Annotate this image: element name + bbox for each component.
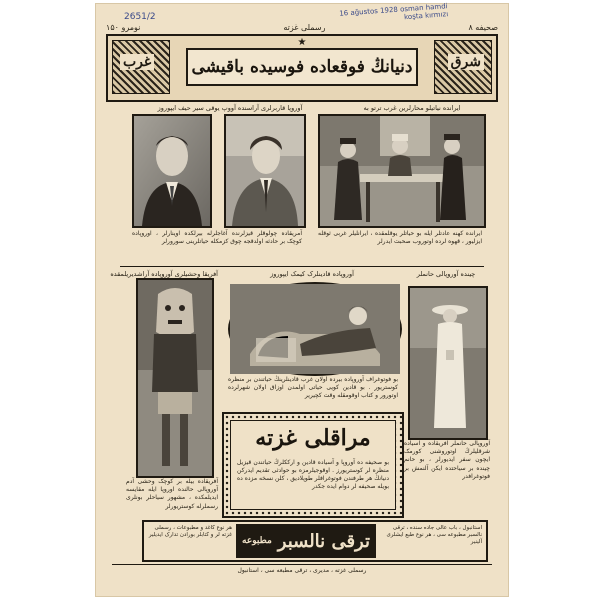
page-number-label: صحیفه ۸ (468, 22, 498, 32)
photo-men-at-table (318, 114, 486, 228)
photo-reclining-woman (228, 282, 402, 376)
boy-portrait-image (134, 116, 210, 226)
masthead-banner (106, 34, 498, 102)
paragraph-lower-right: آوروپالی حانملر آفریقاده و آسیاده شرقلیلرڭ اوتوروشنی کورمک ایچون سفر ایدیورلر ، بو حانم چینده بر سیاحتده ایکن آلنمش بر فوتوغرافدر (404, 440, 490, 480)
photo-boy-portrait (132, 114, 212, 228)
magazine-page (96, 4, 508, 596)
handwritten-note: 16 ağustos 1928 osman hamdi koşta kırmızı (339, 2, 449, 22)
ad-title: ترقی نالسبر (277, 530, 370, 552)
men-at-table-image (320, 116, 484, 226)
ad-subtitle: مطبوعه (242, 536, 272, 546)
serial-feature-box (222, 412, 404, 518)
printing-house-advertisement (142, 520, 488, 562)
right-column-caption: چینده آوروپالی حانملر (416, 270, 476, 278)
serial-title: مراقلی غزته (255, 425, 371, 451)
top-left-caption: آوروپا قاربرلری آراسنده آووپ یوقی سیر حیف ایپوروز (157, 104, 303, 112)
banner-title: دنیانڭ فوقعاده فوسیده باقیشی (186, 48, 418, 86)
banner-word-east: شرق (448, 54, 484, 70)
publication-name: رسملی غزته (283, 22, 326, 32)
ad-text-right: استانبول ، باب عالی جاده سنده ، ترقی نالسبر مطبوعه سی ، هر نوع طبع ایشلری آلینیر (386, 525, 482, 545)
woman-portrait-image (226, 116, 304, 226)
woman-in-white-image (410, 288, 486, 438)
archive-ref-number: 2651/2 (124, 12, 156, 22)
paragraph-upper-right: ایرانده کهنه عادتلر ایله بو حیاتلر یوقلمقده ، ایرانلیلر غربی ثوقله ایزلیور ، قهوه لرده اوتوروب صحبت ایدرلر (318, 230, 482, 246)
page-footer: رسملی غزته ، مدیری ، ترقی مطبعه سی ، استانبول (112, 564, 492, 579)
ad-text-left: هر نوع کاغد و مطبوعات ، رسملی غزته لر و کتابلر بورادن تدارک ایدیلیر (148, 525, 232, 538)
banner-word-west: غرب (120, 54, 154, 70)
serial-text: بو صحیفه ده آوروپا و آسیاده قادین و ارککلرڭ حیاتندن قیزیل منظره لر کوستریورز . اوقوجیلرمزه بو حوادثی تقدیم ایدرکن دنیانڭ هر طرفندن فوتوغرافلر طوپلادیق ، کلن نسخه مزده ده بویله صحیفه لر دوام ایده جکدر (237, 459, 389, 490)
reclining-woman-image (230, 284, 400, 374)
photo-masked-figure (136, 278, 214, 478)
top-right-caption: ایرانده نیاتیلو محارلرین غرب ترتو به (363, 104, 461, 112)
serial-feature-inner (230, 420, 396, 510)
left-column-caption: آفریقا وحشیلری آوروپاده آراشدیریلمقده (110, 270, 218, 278)
paragraph-lower-left: آفریقاده بیله بر کوچک وحشی آدم آوروپالی حالنده اوروپا ایله مقایسه ایدیلمکده ، مشهور سیاحلر بونلری رسملرله کوستریورلر (126, 478, 218, 510)
page-header-line (106, 20, 498, 34)
paragraph-upper-left: آمریقاده چولوقلر قیزلرنده آغاجلرله بیرلکده اوینارلر ، اوروپاده کوچک بر حادثه اولدقجه چوق کزمکله حیاتلرینی سورورلر (132, 230, 302, 246)
photo-woman-in-white (408, 286, 488, 440)
star-icon: ★ (297, 37, 307, 48)
section-divider (120, 266, 484, 267)
photo-woman-portrait (224, 114, 306, 228)
masked-figure-image (138, 280, 212, 476)
ad-title-block (236, 524, 376, 558)
center-column-caption: آوروپاده قادینلرک کیمک ایپوروز (270, 270, 354, 278)
issue-number-label: نومرو ۱۵۰ (106, 22, 141, 32)
paragraph-center: بو فوتوغراف آوروپاده بیرده اولان غرب قادینلرینڭ حیاتندن بر منظره کوستریور . بو قادین کویی حیاتی اولمدن اوزاق اولان شهرلرده اوتورور و کتاب اوقومقله وقت کچیریر (228, 376, 398, 400)
